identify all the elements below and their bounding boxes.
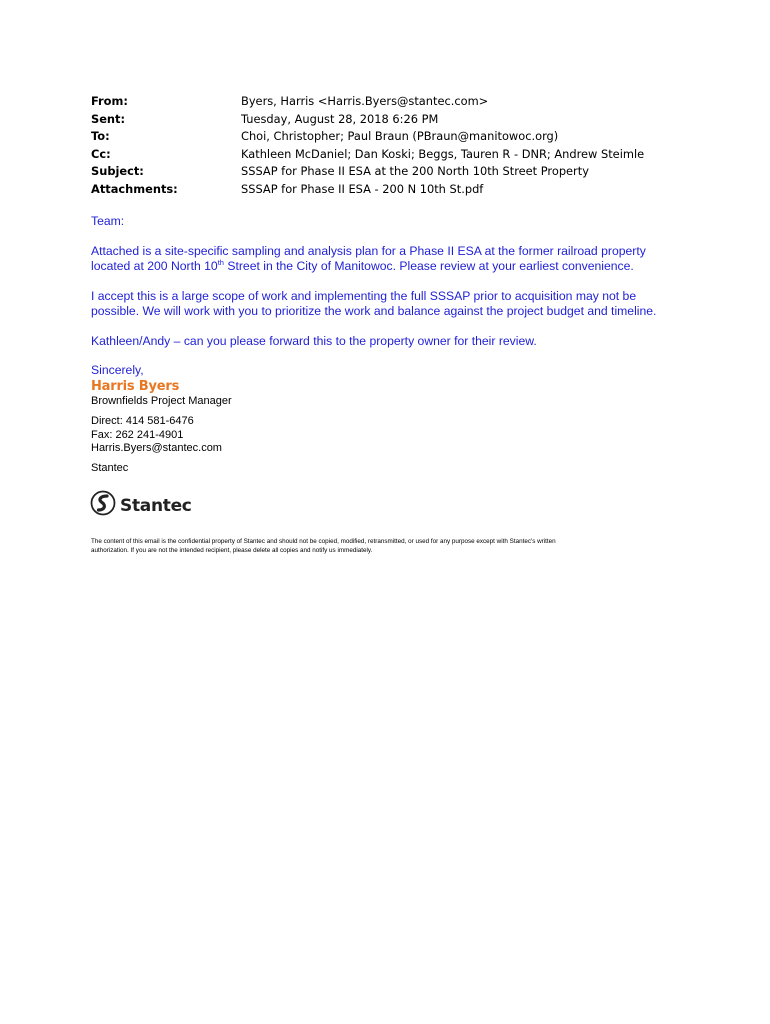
sent-label: Sent: (91, 111, 126, 126)
paragraph-3: Kathleen/Andy – can you please forward this to the property owner for their review. (91, 333, 537, 348)
signature-title: Brownfields Project Manager (91, 395, 232, 407)
greeting: Team: (91, 214, 125, 228)
signature-direct-phone: Direct: 414 581-6476 (91, 415, 194, 428)
attachments-row (91, 181, 691, 199)
closing: Sincerely, (91, 363, 144, 377)
subject-value: SSSAP for Phase II ESA at the 200 North 10th Street Property (241, 164, 589, 178)
attachments-label: Attachments: (91, 181, 178, 196)
paragraph-1-line-2b: Street in the City of Manitowoc. Please review at your earliest convenience. (223, 259, 634, 273)
paragraph-1 (91, 244, 691, 275)
stantec-logo (90, 489, 192, 522)
signature-company: Stantec (91, 462, 129, 475)
signature-email-link[interactable]: Harris.Byers@stantec.com (91, 441, 222, 454)
paragraph-1-line-2a: located at 200 North 10 (91, 259, 218, 273)
from-label: From: (91, 94, 128, 108)
from-value: Byers, Harris <Harris.Byers@stantec.com> (241, 94, 489, 108)
confidentiality-disclaimer (91, 537, 691, 555)
cc-row (91, 146, 691, 164)
subject-row (91, 163, 691, 181)
paragraph-2-line-2: possible. We will work with you to prioritize the work and balance against the project budget and timeline. (91, 304, 657, 318)
paragraph-2 (91, 289, 691, 320)
email-header (91, 93, 691, 198)
disclaimer-line-1: The content of this email is the confidential property of Stantec and should not be copied, modified, retransmitted, or used for any purpose except with Stantec's written (91, 538, 556, 545)
subject-label: Subject: (91, 164, 144, 178)
disclaimer-line-2: authorization. If you are not the intended recipient, please delete all copies and notify us immediately. (91, 547, 373, 554)
sent-row (91, 111, 691, 129)
paragraph-2-line-1: I accept this is a large scope of work and implementing the full SSSAP prior to acquisition may not be (91, 288, 637, 303)
signature-block (91, 395, 232, 475)
to-row (91, 128, 691, 146)
stantec-logo-text: Stantec (120, 495, 192, 516)
to-label: To: (91, 129, 110, 143)
paragraph-1-line-1: Attached is a site-specific sampling and analysis plan for a Phase II ESA at the former railroad property (91, 243, 646, 258)
stantec-logo-icon (90, 489, 116, 522)
email-body (91, 214, 691, 394)
signature-fax: Fax: 262 241-4901 (91, 428, 184, 441)
signature-name: Harris Byers (91, 378, 180, 394)
ordinal-superscript: th (217, 257, 224, 267)
attachments-value: SSSAP for Phase II ESA - 200 N 10th St.pdf (241, 181, 484, 196)
cc-value: Kathleen McDaniel; Dan Koski; Beggs, Tauren R - DNR; Andrew Steimle (241, 146, 645, 161)
sent-value: Tuesday, August 28, 2018 6:26 PM (241, 111, 439, 126)
to-value: Choi, Christopher; Paul Braun (PBraun@manitowoc.org) (241, 129, 559, 143)
cc-label: Cc: (91, 146, 111, 161)
from-row (91, 93, 691, 111)
